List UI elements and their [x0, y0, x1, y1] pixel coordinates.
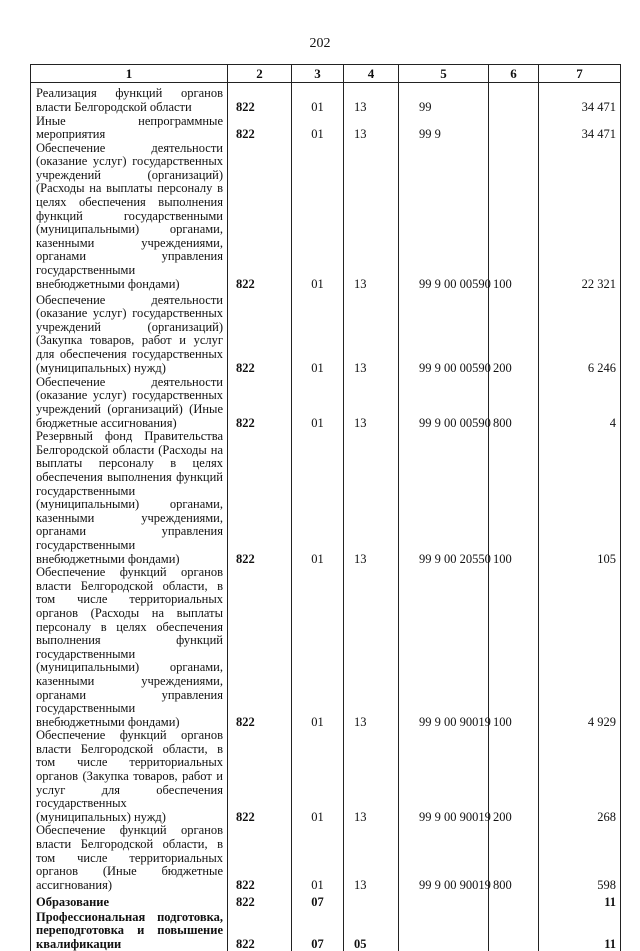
row-name: Обеспечение функций органов власти Белгородской области, в том числе территориальных органов (Расходы на выплаты персоналу в целях обеспечения выполнения функций государственными (муниципальными) органами, казенными учреждениями, органами управления государственными внебюджетными фондами) — [31, 566, 228, 729]
table-row — [31, 115, 621, 142]
row-target-article — [399, 909, 489, 951]
page-number: 202 — [0, 36, 640, 52]
row-section: 07 — [292, 892, 344, 909]
row-sum: 6 246 — [539, 291, 621, 375]
header-col-4: 4 — [344, 65, 399, 83]
row-section: 01 — [292, 824, 344, 892]
row-name: Реализация функций органов власти Белгородской области — [31, 83, 228, 115]
row-target-article: 99 9 00 00590 — [399, 291, 489, 375]
row-sum: 11 — [539, 892, 621, 909]
row-subsection: 13 — [344, 115, 399, 142]
row-section: 07 — [292, 909, 344, 951]
table-row — [31, 729, 621, 824]
row-sum: 34 471 — [539, 115, 621, 142]
table-row — [31, 909, 621, 951]
table-row — [31, 892, 621, 909]
row-subsection: 13 — [344, 824, 399, 892]
row-subsection: 13 — [344, 566, 399, 729]
row-admin-code: 822 — [228, 729, 292, 824]
row-expense-type: 800 — [489, 824, 539, 892]
row-target-article — [399, 892, 489, 909]
row-name: Обеспечение деятельности (оказание услуг) государственных учреждений (организаций) (Иные бюджетные ассигнования) — [31, 375, 228, 430]
row-name: Иные непрограммные мероприятия — [31, 115, 228, 142]
row-section: 01 — [292, 566, 344, 729]
row-admin-code: 822 — [228, 291, 292, 375]
row-sum: 22 321 — [539, 142, 621, 292]
row-sum: 4 929 — [539, 566, 621, 729]
row-expense-type: 100 — [489, 566, 539, 729]
budget-table — [30, 64, 621, 951]
header-col-5: 5 — [399, 65, 489, 83]
row-sum: 34 471 — [539, 83, 621, 115]
row-expense-type: 100 — [489, 430, 539, 566]
row-expense-type — [489, 83, 539, 115]
row-admin-code: 822 — [228, 909, 292, 951]
row-sum: 4 — [539, 375, 621, 430]
table-row — [31, 83, 621, 115]
row-expense-type: 800 — [489, 375, 539, 430]
row-subsection: 05 — [344, 909, 399, 951]
table-row — [31, 824, 621, 892]
row-subsection: 13 — [344, 142, 399, 292]
row-section: 01 — [292, 729, 344, 824]
row-admin-code: 822 — [228, 83, 292, 115]
row-target-article: 99 — [399, 83, 489, 115]
row-target-article: 99 9 00 00590 — [399, 142, 489, 292]
header-col-1: 1 — [31, 65, 228, 83]
row-subsection: 13 — [344, 83, 399, 115]
row-name: Обеспечение функций органов власти Белгородской области, в том числе территориальных органов (Иные бюджетные ассигнования) — [31, 824, 228, 892]
header-col-2: 2 — [228, 65, 292, 83]
row-admin-code: 822 — [228, 566, 292, 729]
row-section: 01 — [292, 430, 344, 566]
row-section: 01 — [292, 115, 344, 142]
table-row — [31, 142, 621, 292]
row-name: Обеспечение деятельности (оказание услуг) государственных учреждений (организаций) (Расходы на выплаты персоналу в целях обеспечения выполнения функций государственными (муниципальными) органами, казенными учреждениями, органами управления государственными внебюджетными фондами) — [31, 142, 228, 292]
header-col-6: 6 — [489, 65, 539, 83]
row-name: Профессиональная подготовка, переподготовка и повышение квалификации — [31, 909, 228, 951]
row-admin-code: 822 — [228, 824, 292, 892]
row-name: Образование — [31, 892, 228, 909]
row-section: 01 — [292, 142, 344, 292]
row-subsection: 13 — [344, 291, 399, 375]
header-col-3: 3 — [292, 65, 344, 83]
row-section: 01 — [292, 83, 344, 115]
row-expense-type: 200 — [489, 729, 539, 824]
row-name: Резервный фонд Правительства Белгородской области (Расходы на выплаты персоналу в целях обеспечения выполнения функций государственными (муниципальными) органами, казенными учреждениями, органами управления государственными внебюджетными фондами) — [31, 430, 228, 566]
row-expense-type: 200 — [489, 291, 539, 375]
row-name: Обеспечение функций органов власти Белгородской области, в том числе территориальных органов (Закупка товаров, работ и услуг для обеспечения государственных (муниципальных) нужд) — [31, 729, 228, 824]
row-sum: 268 — [539, 729, 621, 824]
row-subsection: 13 — [344, 729, 399, 824]
table-header — [31, 65, 621, 83]
row-admin-code: 822 — [228, 430, 292, 566]
row-admin-code: 822 — [228, 892, 292, 909]
row-subsection: 13 — [344, 375, 399, 430]
row-target-article: 99 9 00 20550 — [399, 430, 489, 566]
row-sum: 11 — [539, 909, 621, 951]
table-row — [31, 291, 621, 375]
row-target-article: 99 9 — [399, 115, 489, 142]
table-row — [31, 430, 621, 566]
row-target-article: 99 9 00 90019 — [399, 824, 489, 892]
row-admin-code: 822 — [228, 115, 292, 142]
row-sum: 105 — [539, 430, 621, 566]
row-section: 01 — [292, 291, 344, 375]
row-admin-code: 822 — [228, 375, 292, 430]
row-target-article: 99 9 00 00590 — [399, 375, 489, 430]
row-expense-type — [489, 115, 539, 142]
row-target-article: 99 9 00 90019 — [399, 729, 489, 824]
row-expense-type: 100 — [489, 142, 539, 292]
table-row — [31, 375, 621, 430]
row-subsection: 13 — [344, 430, 399, 566]
row-name: Обеспечение деятельности (оказание услуг) государственных учреждений (организаций) (Закупка товаров, работ и услуг для обеспечения государственных (муниципальных) нужд) — [31, 291, 228, 375]
row-expense-type — [489, 892, 539, 909]
row-expense-type — [489, 909, 539, 951]
table-row — [31, 566, 621, 729]
table-body — [31, 83, 621, 951]
row-subsection — [344, 892, 399, 909]
row-admin-code: 822 — [228, 142, 292, 292]
row-section: 01 — [292, 375, 344, 430]
row-sum: 598 — [539, 824, 621, 892]
row-target-article: 99 9 00 90019 — [399, 566, 489, 729]
header-col-7: 7 — [539, 65, 621, 83]
